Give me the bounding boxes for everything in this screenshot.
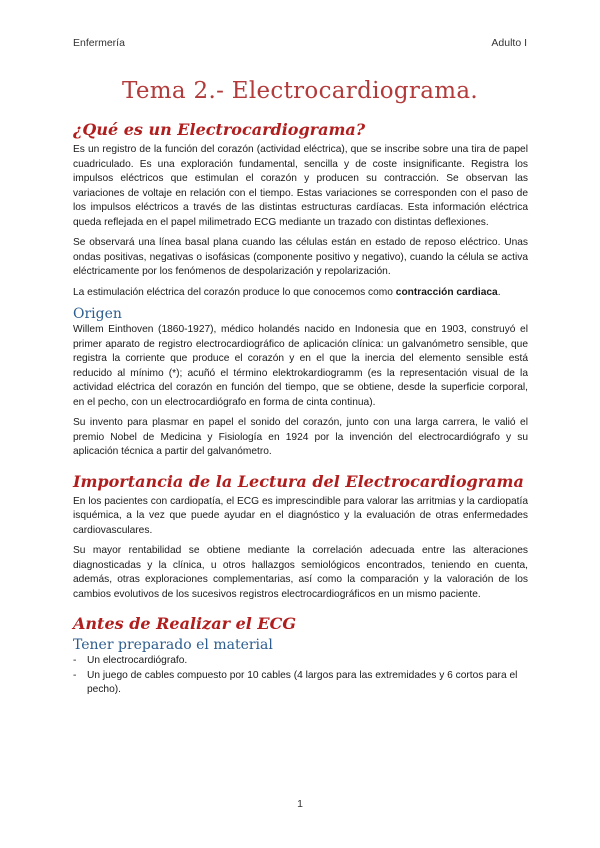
- document-title: Tema 2.- Electrocardiograma.: [122, 78, 478, 104]
- header-right: Adulto I: [491, 37, 527, 49]
- list-bullet: -: [73, 669, 77, 681]
- paragraph-importance-1: En los pacientes con cardiopatía, el ECG es imprescindible para valorar las arritmias y la cardiopatía isquémica, a la vez que puede ayudar en el diagnóstico y la evaluación de otras enfermedades cardiovasculares.: [73, 495, 528, 536]
- list-item: [73, 654, 528, 669]
- header-left: Enfermería: [73, 37, 125, 49]
- paragraph-importance-2: Su mayor rentabilidad se obtiene mediante la correlación adecuada entre las alteraciones diagnosticadas y la clínica, u otros hallazgos semiológicos encontrados, teniendo en cuenta, además, otras exploraciones complementarias, así como la comparación y la valoración de los cambios evolutivos de los sucesivos registros electrocardiográficos en un mismo paciente.: [73, 545, 528, 600]
- heading-before-ecg: Antes de Realizar el ECG: [73, 614, 297, 633]
- list-bullet: -: [73, 655, 77, 666]
- paragraph-what-3-text: La estimulación eléctrica del corazón produce lo que conocemos como: [73, 286, 396, 298]
- paragraph-what-2: Se observará una línea basal plana cuando las células están en estado de reposo eléctrico. Unas ondas positivas, negativas o isofásicas (componente positivo y negativo), cuando la célula se activa eléctricamente por los fenómenos de despolarización y repolarización.: [73, 237, 528, 277]
- material-list: [73, 654, 528, 698]
- page-number: 1: [297, 798, 303, 810]
- heading-importance: Importancia de la Lectura del Electrocardiograma: [73, 471, 524, 491]
- document-body: [73, 120, 528, 698]
- paragraph-what-3: [73, 286, 528, 301]
- heading-prepare-material: Tener preparado el material: [73, 637, 273, 653]
- paragraph-what-1: Es un registro de la función del corazón (actividad eléctrica), que se inscribe sobre una tira de papel cuadriculado. Es una exploración fundamental, sencilla y de coste insignificante. Registra los impulsos eléctricos que estimulan el corazón y producen su contracción. Se observan las variaciones de voltaje en relación con el tiempo. Estas variaciones se corresponden con el paso de los impulsos eléctricos a través de las distintas estructuras cardíacas. Esta información eléctrica queda reflejada en el papel milimetrado ECG mediante un trazado con distintas deflexiones.: [73, 144, 528, 228]
- paragraph-what-3-bold: contracción cardiaca: [395, 286, 498, 298]
- heading-what-is-ecg: ¿Qué es un Electrocardiograma?: [73, 120, 366, 139]
- heading-origin: Origen: [73, 306, 122, 322]
- paragraph-origin-2: Su invento para plasmar en papel el sonido del corazón, junto con una larga carrera, le valió el premio Nobel de Medicina y Fisiología en 1924 por la invención del electrocardiógrafo y su aplicación técnica a partir del galvanómetro.: [73, 417, 528, 457]
- list-item: [73, 669, 528, 698]
- list-item-text: Un juego de cables compuesto por 10 cables (4 largos para las extremidades y 6 cortos para el pecho).: [87, 669, 518, 695]
- list-item-text: Un electrocardiógrafo.: [87, 655, 188, 666]
- paragraph-origin-1: Willem Einthoven (1860-1927), médico holandés nacido en Indonesia que en 1903, construyó el primer aparato de registro electrocardiográfico de aplicación clínica: un galvanómetro sensible, que registra la corriente que produce el corazón y en el que la inercia del elemento sensible está reducido al mínimo (*); acuñó el término elektrokardiogramm (es la representación visual de la actividad eléctrica del corazón en función del tiempo, que se obtiene, desde la superficie corporal, en el pecho, con un electrocardiógrafo en forma de cinta continua).: [73, 324, 528, 408]
- paragraph-what-3-end: .: [497, 286, 501, 298]
